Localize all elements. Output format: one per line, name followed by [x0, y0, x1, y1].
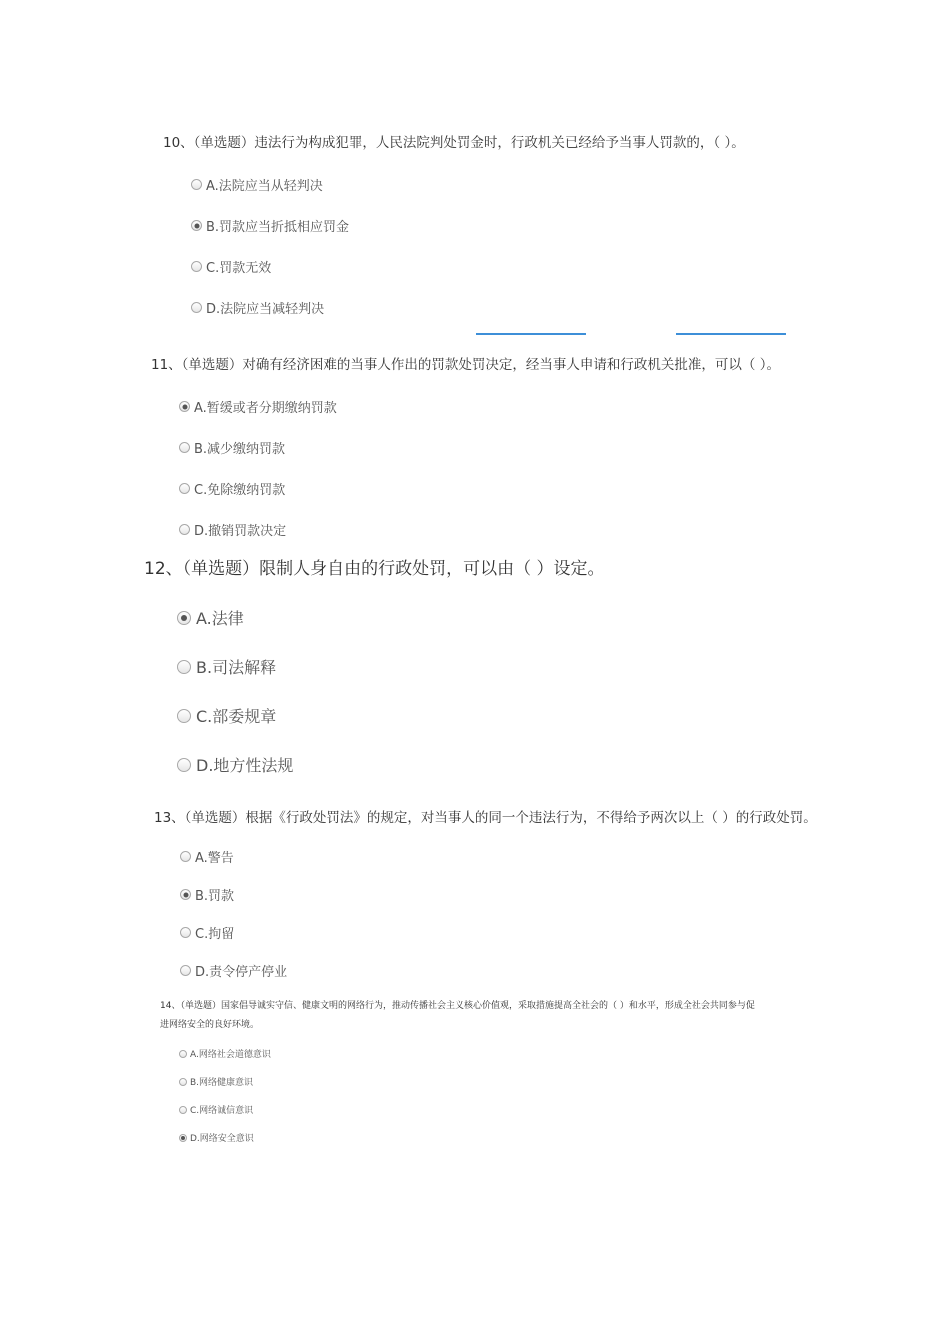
radio-icon[interactable]: [177, 660, 191, 674]
radio-icon[interactable]: [179, 483, 190, 494]
question-title: 10、（单选题）违法行为构成犯罪，人民法院判处罚金时，行政机关已经给予当事人罚款的，（ ）。: [163, 135, 745, 151]
option-c[interactable]: C.拘留: [180, 923, 234, 942]
option-b[interactable]: B.网络健康意识: [179, 1075, 253, 1088]
question-title: 12、（单选题）限制人身自由的行政处罚，可以由（ ）设定。: [144, 559, 605, 579]
question-title: 14、（单选题）国家倡导诚实守信、健康文明的网络行为，推动传播社会主义核心价值观，采取措施提高全社会的（ ）和水平，形成全社会共同参与促: [160, 1001, 755, 1011]
option-d[interactable]: D.地方性法规: [177, 753, 293, 776]
option-a[interactable]: A.网络社会道德意识: [179, 1047, 271, 1060]
divider-line: [676, 333, 786, 335]
radio-icon[interactable]: [179, 1050, 187, 1058]
question-title: 11、（单选题）对确有经济困难的当事人作出的罚款处罚决定，经当事人申请和行政机关批准，可以（ ）。: [151, 357, 780, 373]
option-d[interactable]: D.法院应当减轻判决: [191, 298, 324, 317]
option-b[interactable]: B.罚款应当折抵相应罚金: [191, 216, 349, 235]
option-c[interactable]: C.免除缴纳罚款: [179, 479, 285, 498]
option-d[interactable]: D.网络安全意识: [179, 1131, 254, 1144]
radio-icon[interactable]: [179, 442, 190, 453]
radio-icon[interactable]: [191, 302, 202, 313]
option-d[interactable]: D.撤销罚款决定: [179, 520, 286, 539]
radio-checked-icon[interactable]: [177, 611, 191, 625]
divider-line: [476, 333, 586, 335]
radio-checked-icon[interactable]: [191, 220, 202, 231]
question-title-line2: 进网络安全的良好环境。: [160, 1020, 260, 1030]
radio-icon[interactable]: [179, 524, 190, 535]
radio-icon[interactable]: [191, 261, 202, 272]
option-b[interactable]: B.减少缴纳罚款: [179, 438, 285, 457]
option-a[interactable]: A.暂缓或者分期缴纳罚款: [179, 397, 337, 416]
option-b[interactable]: B.司法解释: [177, 655, 276, 678]
option-a[interactable]: A.法律: [177, 606, 244, 629]
option-a[interactable]: A.法院应当从轻判决: [191, 175, 323, 194]
option-c[interactable]: C.部委规章: [177, 704, 276, 727]
radio-icon[interactable]: [177, 758, 191, 772]
radio-icon[interactable]: [180, 965, 191, 976]
radio-checked-icon[interactable]: [180, 889, 191, 900]
option-c[interactable]: C.网络诚信意识: [179, 1103, 253, 1116]
radio-icon[interactable]: [179, 1078, 187, 1086]
question-title: 13、（单选题）根据《行政处罚法》的规定，对当事人的同一个违法行为，不得给予两次以上（ ）的行政处罚。: [154, 810, 817, 826]
radio-checked-icon[interactable]: [179, 401, 190, 412]
radio-icon[interactable]: [180, 851, 191, 862]
radio-icon[interactable]: [179, 1106, 187, 1114]
radio-icon[interactable]: [191, 179, 202, 190]
option-d[interactable]: D.责令停产停业: [180, 961, 287, 980]
option-b[interactable]: B.罚款: [180, 885, 234, 904]
radio-icon[interactable]: [180, 927, 191, 938]
option-a[interactable]: A.警告: [180, 847, 234, 866]
option-c[interactable]: C.罚款无效: [191, 257, 271, 276]
radio-checked-icon[interactable]: [179, 1134, 187, 1142]
radio-icon[interactable]: [177, 709, 191, 723]
